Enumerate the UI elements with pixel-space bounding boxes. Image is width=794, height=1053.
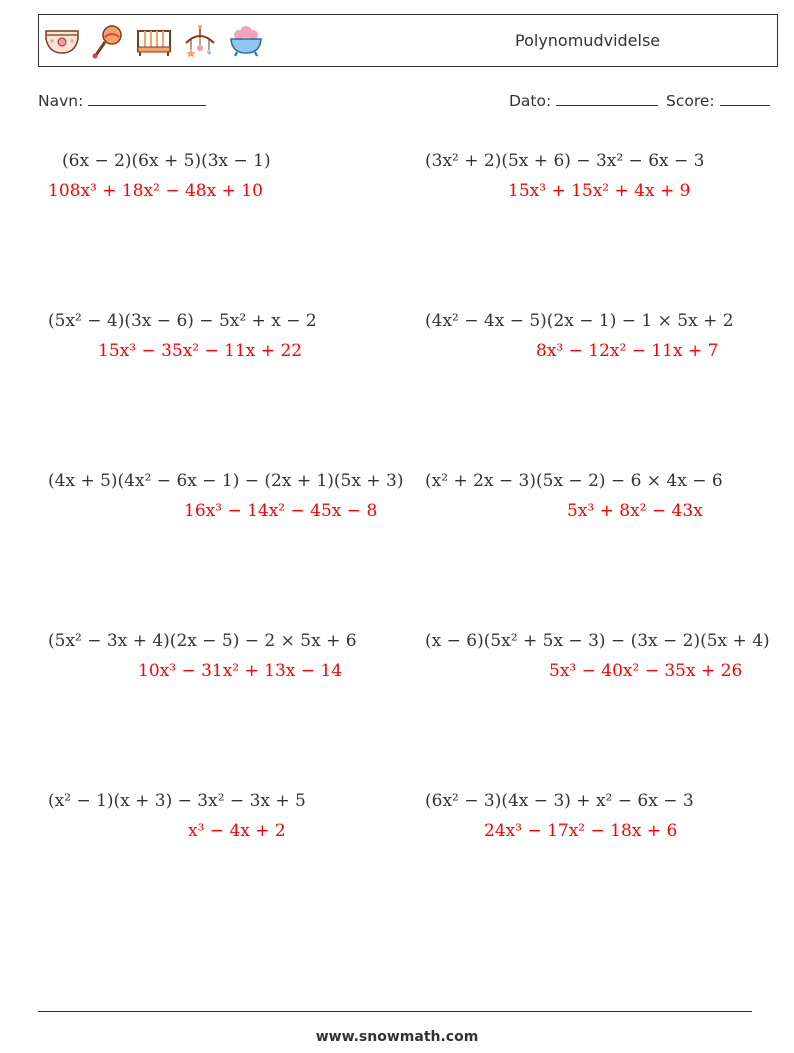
problem-answer: 5x³ + 8x² − 43x (567, 501, 703, 521)
problem-answer: 24x³ − 17x² − 18x + 6 (484, 821, 678, 841)
date-blank[interactable] (556, 92, 658, 106)
bath-tub-icon (227, 23, 265, 59)
score-label: Score: (666, 92, 715, 110)
problem-question: (x² − 1)(x + 3) − 3x² − 3x + 5 (48, 791, 306, 811)
date-label: Dato: (509, 92, 552, 110)
problem-question: (6x − 2)(6x + 5)(3x − 1) (62, 151, 271, 171)
problem-question: (x − 6)(5x² + 5x − 3) − (3x − 2)(5x + 4) (425, 631, 770, 651)
problem-question: (x² + 2x − 3)(5x − 2) − 6 × 4x − 6 (425, 471, 723, 491)
rattle-icon (89, 23, 127, 59)
worksheet-header (38, 14, 778, 67)
footer-divider (38, 1011, 752, 1012)
score-blank[interactable] (720, 92, 770, 106)
problem-answer: 5x³ − 40x² − 35x + 26 (549, 661, 743, 681)
problem-question: (6x² − 3)(4x − 3) + x² − 6x − 3 (425, 791, 694, 811)
problem-answer: 15x³ − 35x² − 11x + 22 (98, 341, 303, 361)
problem-answer: x³ − 4x + 2 (188, 821, 286, 841)
problem-question: (4x + 5)(4x² − 6x − 1) − (2x + 1)(5x + 3) (48, 471, 404, 491)
worksheet-title: Polynomudvidelse (515, 31, 661, 50)
name-label: Navn: (38, 92, 84, 110)
icon-strip (43, 23, 265, 59)
problem-question: (5x² − 3x + 4)(2x − 5) − 2 × 5x + 6 (48, 631, 357, 651)
name-blank[interactable] (88, 92, 206, 106)
problem-answer: 15x³ + 15x² + 4x + 9 (508, 181, 691, 201)
diaper-icon (43, 23, 81, 59)
footer-url[interactable]: www.snowmath.com (315, 1029, 479, 1045)
problem-question: (4x² − 4x − 5)(2x − 1) − 1 × 5x + 2 (425, 311, 734, 331)
date-field[interactable] (509, 92, 658, 110)
crib-icon (135, 23, 173, 59)
problem-question: (5x² − 4)(3x − 6) − 5x² + x − 2 (48, 311, 317, 331)
problem-answer: 108x³ + 18x² − 48x + 10 (48, 181, 263, 201)
problem-answer: 8x³ − 12x² − 11x + 7 (536, 341, 719, 361)
score-field[interactable] (666, 92, 770, 110)
name-field[interactable] (38, 92, 206, 110)
baby-mobile-icon (181, 23, 219, 59)
problem-answer: 16x³ − 14x² − 45x − 8 (184, 501, 378, 521)
problem-answer: 10x³ − 31x² + 13x − 14 (138, 661, 343, 681)
problem-question: (3x² + 2)(5x + 6) − 3x² − 6x − 3 (425, 151, 705, 171)
